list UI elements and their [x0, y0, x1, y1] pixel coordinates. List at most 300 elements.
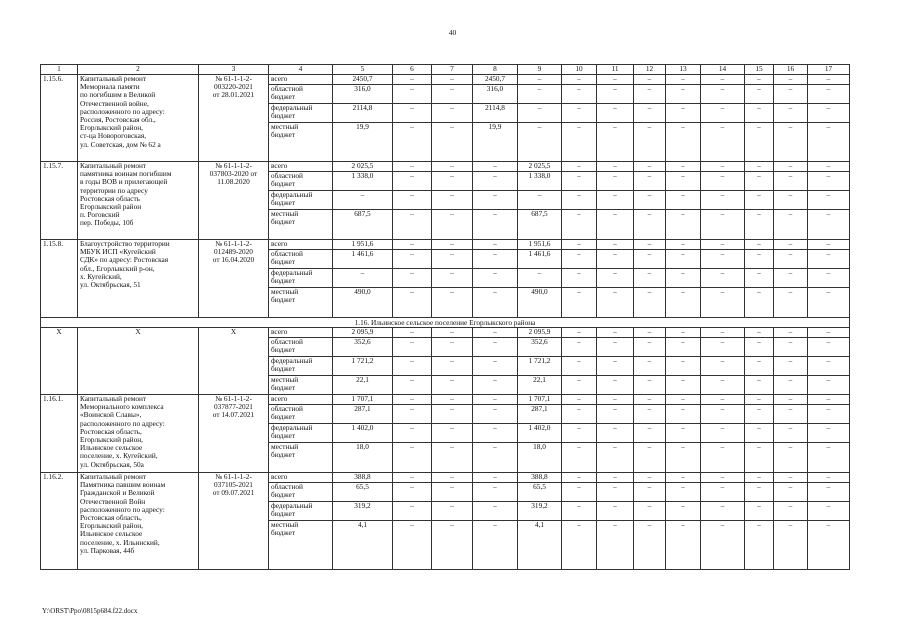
value-cell-col-13: – — [666, 357, 701, 376]
value-cell-col-6: – — [393, 269, 432, 288]
value-cell-col-14: – — [701, 357, 745, 376]
value-cell-col-6: – — [393, 172, 432, 191]
value-cell-col-7: – — [432, 376, 473, 395]
value-cell-col-5: 388,8 — [333, 473, 393, 483]
item-name: Благоустройство территории МБУК ИСП «Кугейский СДК» по адресу: Ростовская обл., Егорлыкский р-он, х. Кугейский, ул. Октябрьская, 51 — [78, 240, 199, 318]
value-cell-col-16: – — [774, 483, 808, 502]
funding-source: областной бюджет — [269, 85, 333, 104]
value-cell-col-11: – — [597, 250, 634, 269]
value-cell-col-14: – — [701, 162, 745, 172]
value-cell-col-14: – — [701, 521, 745, 570]
value-cell-col-11: – — [597, 338, 634, 357]
value-cell-col-17: – — [808, 162, 850, 172]
column-header-4: 4 — [269, 65, 333, 75]
funding-source: областной бюджет — [269, 250, 333, 269]
value-cell-col-15: – — [745, 75, 774, 85]
value-cell-col-16: – — [774, 240, 808, 250]
value-cell-col-13: – — [666, 328, 701, 338]
item-document: № 61-1-1-2- 037877-2021 от 14.07.2021 — [199, 395, 269, 473]
value-cell-col-9: 352,6 — [518, 338, 562, 357]
value-cell-col-9: 1 461,6 — [518, 250, 562, 269]
value-cell-col-8: – — [473, 483, 518, 502]
value-cell-col-16: – — [774, 104, 808, 123]
value-cell-col-12: – — [634, 395, 666, 405]
value-cell-col-8: – — [473, 376, 518, 395]
value-cell-col-12: – — [634, 85, 666, 104]
funding-source: всего — [269, 162, 333, 172]
value-cell-col-10: – — [562, 473, 597, 483]
value-cell-col-6: – — [393, 483, 432, 502]
value-cell-col-16: – — [774, 357, 808, 376]
funding-source: всего — [269, 328, 333, 338]
value-cell-col-12: – — [634, 288, 666, 318]
value-cell-col-17: – — [808, 123, 850, 162]
value-cell-col-7: – — [432, 250, 473, 269]
value-cell-col-10: – — [562, 288, 597, 318]
value-cell-col-14: – — [701, 395, 745, 405]
value-cell-col-15: – — [745, 288, 774, 318]
value-cell-col-14: – — [701, 483, 745, 502]
value-cell-col-16: – — [774, 328, 808, 338]
value-cell-col-11: – — [597, 405, 634, 424]
value-cell-col-17: – — [808, 191, 850, 210]
page-number: 40 — [448, 28, 457, 37]
value-cell-col-16: – — [774, 85, 808, 104]
column-header-8: 8 — [473, 65, 518, 75]
value-cell-col-7: – — [432, 210, 473, 240]
value-cell-col-10: – — [562, 443, 597, 473]
value-cell-col-11: – — [597, 502, 634, 521]
value-cell-col-6: – — [393, 376, 432, 395]
value-cell-col-12: – — [634, 75, 666, 85]
value-cell-col-11: – — [597, 172, 634, 191]
value-cell-col-5: 2114,8 — [333, 104, 393, 123]
item-document: № 61-1-1-2- 037105-2021 от 09.07.2021 — [199, 473, 269, 570]
value-cell-col-12: – — [634, 443, 666, 473]
value-cell-col-14: – — [701, 328, 745, 338]
value-cell-col-5: 687,5 — [333, 210, 393, 240]
value-cell-col-10: – — [562, 328, 597, 338]
budget-table — [40, 64, 850, 570]
value-cell-col-17: – — [808, 210, 850, 240]
value-cell-col-5: 352,6 — [333, 338, 393, 357]
value-cell-col-7: – — [432, 240, 473, 250]
value-cell-col-6: – — [393, 338, 432, 357]
value-cell-col-15: – — [745, 104, 774, 123]
value-cell-col-10: – — [562, 357, 597, 376]
value-cell-col-5: 18,0 — [333, 443, 393, 473]
value-cell-col-5: 1 707,1 — [333, 395, 393, 405]
value-cell-col-12: – — [634, 473, 666, 483]
column-header-7: 7 — [432, 65, 473, 75]
value-cell-col-17: – — [808, 338, 850, 357]
value-cell-col-5: 316,0 — [333, 85, 393, 104]
value-cell-col-9: 319,2 — [518, 502, 562, 521]
value-cell-col-7: – — [432, 502, 473, 521]
item-document: № 61-1-1-2- 003220-2021 от 28.01.2021 — [199, 75, 269, 162]
value-cell-col-12: – — [634, 483, 666, 502]
value-cell-col-15: – — [745, 502, 774, 521]
value-cell-col-5: 1 951,6 — [333, 240, 393, 250]
value-cell-col-13: – — [666, 521, 701, 570]
value-cell-col-8: 316,0 — [473, 85, 518, 104]
value-cell-col-10: – — [562, 376, 597, 395]
value-cell-col-16: – — [774, 376, 808, 395]
section-title: 1.16. Ильинское сельское поселение Егорлыкского района — [41, 318, 850, 328]
value-cell-col-9: 490,0 — [518, 288, 562, 318]
item-name: Х — [78, 328, 199, 395]
value-cell-col-7: – — [432, 483, 473, 502]
table-row — [41, 162, 850, 172]
funding-source: областной бюджет — [269, 405, 333, 424]
value-cell-col-17: – — [808, 269, 850, 288]
funding-source: всего — [269, 395, 333, 405]
value-cell-col-17: – — [808, 473, 850, 483]
value-cell-col-11: – — [597, 483, 634, 502]
value-cell-col-10: – — [562, 104, 597, 123]
value-cell-col-6: – — [393, 288, 432, 318]
value-cell-col-15: – — [745, 240, 774, 250]
value-cell-col-6: – — [393, 357, 432, 376]
value-cell-col-9: 1 402,0 — [518, 424, 562, 443]
value-cell-col-12: – — [634, 191, 666, 210]
value-cell-col-12: – — [634, 123, 666, 162]
funding-source: всего — [269, 75, 333, 85]
value-cell-col-9: – — [518, 191, 562, 210]
value-cell-col-17: – — [808, 395, 850, 405]
value-cell-col-17: – — [808, 104, 850, 123]
value-cell-col-10: – — [562, 85, 597, 104]
funding-source: всего — [269, 240, 333, 250]
value-cell-col-7: – — [432, 405, 473, 424]
item-document: № 61-1-1-2- 037803-2020 от 11.08.2020 — [199, 162, 269, 240]
value-cell-col-12: – — [634, 338, 666, 357]
value-cell-col-13: – — [666, 191, 701, 210]
value-cell-col-15: – — [745, 405, 774, 424]
column-header-12: 12 — [634, 65, 666, 75]
value-cell-col-14: – — [701, 172, 745, 191]
funding-source: местный бюджет — [269, 443, 333, 473]
value-cell-col-16: – — [774, 395, 808, 405]
value-cell-col-17: – — [808, 521, 850, 570]
value-cell-col-7: – — [432, 328, 473, 338]
value-cell-col-13: – — [666, 123, 701, 162]
value-cell-col-8: – — [473, 443, 518, 473]
value-cell-col-14: – — [701, 288, 745, 318]
value-cell-col-6: – — [393, 123, 432, 162]
funding-source: федеральный бюджет — [269, 104, 333, 123]
value-cell-col-10: – — [562, 250, 597, 269]
value-cell-col-6: – — [393, 75, 432, 85]
value-cell-col-8: – — [473, 240, 518, 250]
value-cell-col-8: – — [473, 172, 518, 191]
value-cell-col-5: 2 095,9 — [333, 328, 393, 338]
value-cell-col-14: – — [701, 250, 745, 269]
value-cell-col-7: – — [432, 104, 473, 123]
value-cell-col-8: – — [473, 338, 518, 357]
value-cell-col-13: – — [666, 210, 701, 240]
column-header-5: 5 — [333, 65, 393, 75]
value-cell-col-13: – — [666, 424, 701, 443]
value-cell-col-17: – — [808, 172, 850, 191]
value-cell-col-14: – — [701, 123, 745, 162]
value-cell-col-5: 1 461,6 — [333, 250, 393, 269]
value-cell-col-11: – — [597, 240, 634, 250]
value-cell-col-6: – — [393, 104, 432, 123]
value-cell-col-13: – — [666, 269, 701, 288]
item-name: Капитальный ремонт Мемориала памяти по погибшим в Великой Отечественной войне, расположенного по адресу: Россия, Ростовская обл., Егорлыкский район, ст-ца Новороговская, ул. Советская, дом № 62 а — [78, 75, 199, 162]
table-row — [41, 328, 850, 338]
value-cell-col-12: – — [634, 162, 666, 172]
value-cell-col-9: 4,1 — [518, 521, 562, 570]
value-cell-col-15: – — [745, 376, 774, 395]
value-cell-col-7: – — [432, 443, 473, 473]
value-cell-col-11: – — [597, 191, 634, 210]
value-cell-col-9: 2 025,5 — [518, 162, 562, 172]
value-cell-col-12: – — [634, 250, 666, 269]
value-cell-col-10: – — [562, 424, 597, 443]
value-cell-col-5: – — [333, 269, 393, 288]
value-cell-col-17: – — [808, 75, 850, 85]
value-cell-col-8: – — [473, 191, 518, 210]
value-cell-col-13: – — [666, 250, 701, 269]
value-cell-col-14: – — [701, 502, 745, 521]
value-cell-col-5: 22,1 — [333, 376, 393, 395]
funding-source: федеральный бюджет — [269, 357, 333, 376]
value-cell-col-16: – — [774, 473, 808, 483]
value-cell-col-10: – — [562, 338, 597, 357]
column-header-14: 14 — [701, 65, 745, 75]
value-cell-col-6: – — [393, 85, 432, 104]
footer-file-path: Y:\ORST\Ppo\0815p684.f22.docx — [42, 607, 138, 615]
value-cell-col-7: – — [432, 521, 473, 570]
value-cell-col-17: – — [808, 424, 850, 443]
value-cell-col-17: – — [808, 405, 850, 424]
value-cell-col-10: – — [562, 405, 597, 424]
funding-source: местный бюджет — [269, 288, 333, 318]
value-cell-col-12: – — [634, 405, 666, 424]
value-cell-col-14: – — [701, 210, 745, 240]
funding-source: местный бюджет — [269, 376, 333, 395]
value-cell-col-14: – — [701, 191, 745, 210]
value-cell-col-14: – — [701, 376, 745, 395]
section-row — [41, 318, 850, 328]
value-cell-col-10: – — [562, 162, 597, 172]
value-cell-col-11: – — [597, 521, 634, 570]
value-cell-col-10: – — [562, 210, 597, 240]
value-cell-col-5: 4,1 — [333, 521, 393, 570]
value-cell-col-12: – — [634, 104, 666, 123]
column-header-2: 2 — [78, 65, 199, 75]
value-cell-col-11: – — [597, 104, 634, 123]
value-cell-col-9: 22,1 — [518, 376, 562, 395]
value-cell-col-12: – — [634, 240, 666, 250]
value-cell-col-16: – — [774, 521, 808, 570]
table-row — [41, 240, 850, 250]
value-cell-col-8: 2114,8 — [473, 104, 518, 123]
value-cell-col-15: – — [745, 210, 774, 240]
value-cell-col-7: – — [432, 357, 473, 376]
value-cell-col-16: – — [774, 250, 808, 269]
item-number: 1.16.2. — [41, 473, 78, 570]
value-cell-col-5: 2 025,5 — [333, 162, 393, 172]
value-cell-col-10: – — [562, 483, 597, 502]
value-cell-col-17: – — [808, 328, 850, 338]
item-number: 1.15.6. — [41, 75, 78, 162]
value-cell-col-10: – — [562, 240, 597, 250]
value-cell-col-8: – — [473, 162, 518, 172]
value-cell-col-11: – — [597, 424, 634, 443]
value-cell-col-12: – — [634, 172, 666, 191]
funding-source: областной бюджет — [269, 338, 333, 357]
value-cell-col-7: – — [432, 75, 473, 85]
value-cell-col-9: 687,5 — [518, 210, 562, 240]
value-cell-col-16: – — [774, 269, 808, 288]
value-cell-col-10: – — [562, 123, 597, 162]
value-cell-col-7: – — [432, 123, 473, 162]
column-header-15: 15 — [745, 65, 774, 75]
value-cell-col-16: – — [774, 338, 808, 357]
value-cell-col-13: – — [666, 395, 701, 405]
value-cell-col-12: – — [634, 328, 666, 338]
value-cell-col-17: – — [808, 250, 850, 269]
value-cell-col-6: – — [393, 424, 432, 443]
item-name: Капитальный ремонт Памятника павшим воинам Гражданской и Великой Отечественной Войн расположенного по адресу: Ростовская область, Егорлыкский район, Ильинское сельское поселение, х. Ильинский, ул. Парковая, 44б — [78, 473, 199, 570]
column-header-6: 6 — [393, 65, 432, 75]
value-cell-col-7: – — [432, 288, 473, 318]
value-cell-col-5: 490,0 — [333, 288, 393, 318]
value-cell-col-15: – — [745, 162, 774, 172]
value-cell-col-15: – — [745, 395, 774, 405]
column-header-row — [41, 65, 850, 75]
value-cell-col-17: – — [808, 376, 850, 395]
value-cell-col-7: – — [432, 338, 473, 357]
value-cell-col-5: 1 338,0 — [333, 172, 393, 191]
funding-source: всего — [269, 473, 333, 483]
item-number: 1.16.1. — [41, 395, 78, 473]
value-cell-col-17: – — [808, 502, 850, 521]
value-cell-col-15: – — [745, 357, 774, 376]
value-cell-col-8: – — [473, 269, 518, 288]
value-cell-col-13: – — [666, 104, 701, 123]
value-cell-col-8: – — [473, 424, 518, 443]
value-cell-col-11: – — [597, 376, 634, 395]
value-cell-col-6: – — [393, 395, 432, 405]
value-cell-col-9: 1 721,2 — [518, 357, 562, 376]
value-cell-col-15: – — [745, 338, 774, 357]
value-cell-col-15: – — [745, 172, 774, 191]
budget-table-container — [40, 64, 849, 570]
value-cell-col-16: – — [774, 288, 808, 318]
value-cell-col-14: – — [701, 104, 745, 123]
value-cell-col-5: 1 402,0 — [333, 424, 393, 443]
funding-source: местный бюджет — [269, 123, 333, 162]
value-cell-col-17: – — [808, 443, 850, 473]
value-cell-col-7: – — [432, 473, 473, 483]
value-cell-col-12: – — [634, 376, 666, 395]
table-body — [41, 75, 850, 570]
value-cell-col-11: – — [597, 75, 634, 85]
value-cell-col-16: – — [774, 162, 808, 172]
value-cell-col-15: – — [745, 521, 774, 570]
value-cell-col-16: – — [774, 191, 808, 210]
value-cell-col-6: – — [393, 240, 432, 250]
funding-source: областной бюджет — [269, 483, 333, 502]
value-cell-col-10: – — [562, 395, 597, 405]
value-cell-col-10: – — [562, 75, 597, 85]
value-cell-col-16: – — [774, 405, 808, 424]
value-cell-col-9: – — [518, 75, 562, 85]
value-cell-col-15: – — [745, 328, 774, 338]
value-cell-col-7: – — [432, 85, 473, 104]
value-cell-col-8: – — [473, 405, 518, 424]
value-cell-col-11: – — [597, 123, 634, 162]
value-cell-col-14: – — [701, 424, 745, 443]
value-cell-col-17: – — [808, 288, 850, 318]
value-cell-col-11: – — [597, 328, 634, 338]
value-cell-col-15: – — [745, 424, 774, 443]
value-cell-col-9: 1 707,1 — [518, 395, 562, 405]
value-cell-col-13: – — [666, 443, 701, 473]
value-cell-col-7: – — [432, 269, 473, 288]
value-cell-col-13: – — [666, 473, 701, 483]
value-cell-col-9: 287,1 — [518, 405, 562, 424]
column-header-10: 10 — [562, 65, 597, 75]
funding-source: федеральный бюджет — [269, 424, 333, 443]
value-cell-col-7: – — [432, 162, 473, 172]
value-cell-col-15: – — [745, 191, 774, 210]
value-cell-col-11: – — [597, 395, 634, 405]
value-cell-col-12: – — [634, 357, 666, 376]
value-cell-col-16: – — [774, 75, 808, 85]
value-cell-col-15: – — [745, 250, 774, 269]
value-cell-col-13: – — [666, 172, 701, 191]
value-cell-col-14: – — [701, 240, 745, 250]
value-cell-col-12: – — [634, 269, 666, 288]
value-cell-col-5: 19,9 — [333, 123, 393, 162]
funding-source: федеральный бюджет — [269, 191, 333, 210]
value-cell-col-16: – — [774, 424, 808, 443]
value-cell-col-5: 65,5 — [333, 483, 393, 502]
funding-source: федеральный бюджет — [269, 502, 333, 521]
value-cell-col-6: – — [393, 521, 432, 570]
value-cell-col-6: – — [393, 250, 432, 269]
item-name: Капитальный ремонт памятника воинам погибшим в годы ВОВ и прилегающей территории по адресу Ростовская область Егорлыкский район п. Роговский пер. Победы, 10б — [78, 162, 199, 240]
column-header-13: 13 — [666, 65, 701, 75]
item-number: Х — [41, 328, 78, 395]
value-cell-col-17: – — [808, 240, 850, 250]
value-cell-col-9: 2 095,9 — [518, 328, 562, 338]
value-cell-col-14: – — [701, 473, 745, 483]
value-cell-col-8: 19,9 — [473, 123, 518, 162]
value-cell-col-12: – — [634, 424, 666, 443]
value-cell-col-6: – — [393, 502, 432, 521]
value-cell-col-14: – — [701, 75, 745, 85]
value-cell-col-11: – — [597, 473, 634, 483]
value-cell-col-13: – — [666, 502, 701, 521]
value-cell-col-14: – — [701, 338, 745, 357]
value-cell-col-6: – — [393, 328, 432, 338]
item-document: Х — [199, 328, 269, 395]
value-cell-col-9: 388,8 — [518, 473, 562, 483]
value-cell-col-8: – — [473, 521, 518, 570]
value-cell-col-17: – — [808, 357, 850, 376]
table-row — [41, 473, 850, 483]
item-document: № 61-1-1-2- 012489-2020 от 16.04.2020 — [199, 240, 269, 318]
value-cell-col-7: – — [432, 191, 473, 210]
value-cell-col-17: – — [808, 85, 850, 104]
value-cell-col-12: – — [634, 210, 666, 240]
